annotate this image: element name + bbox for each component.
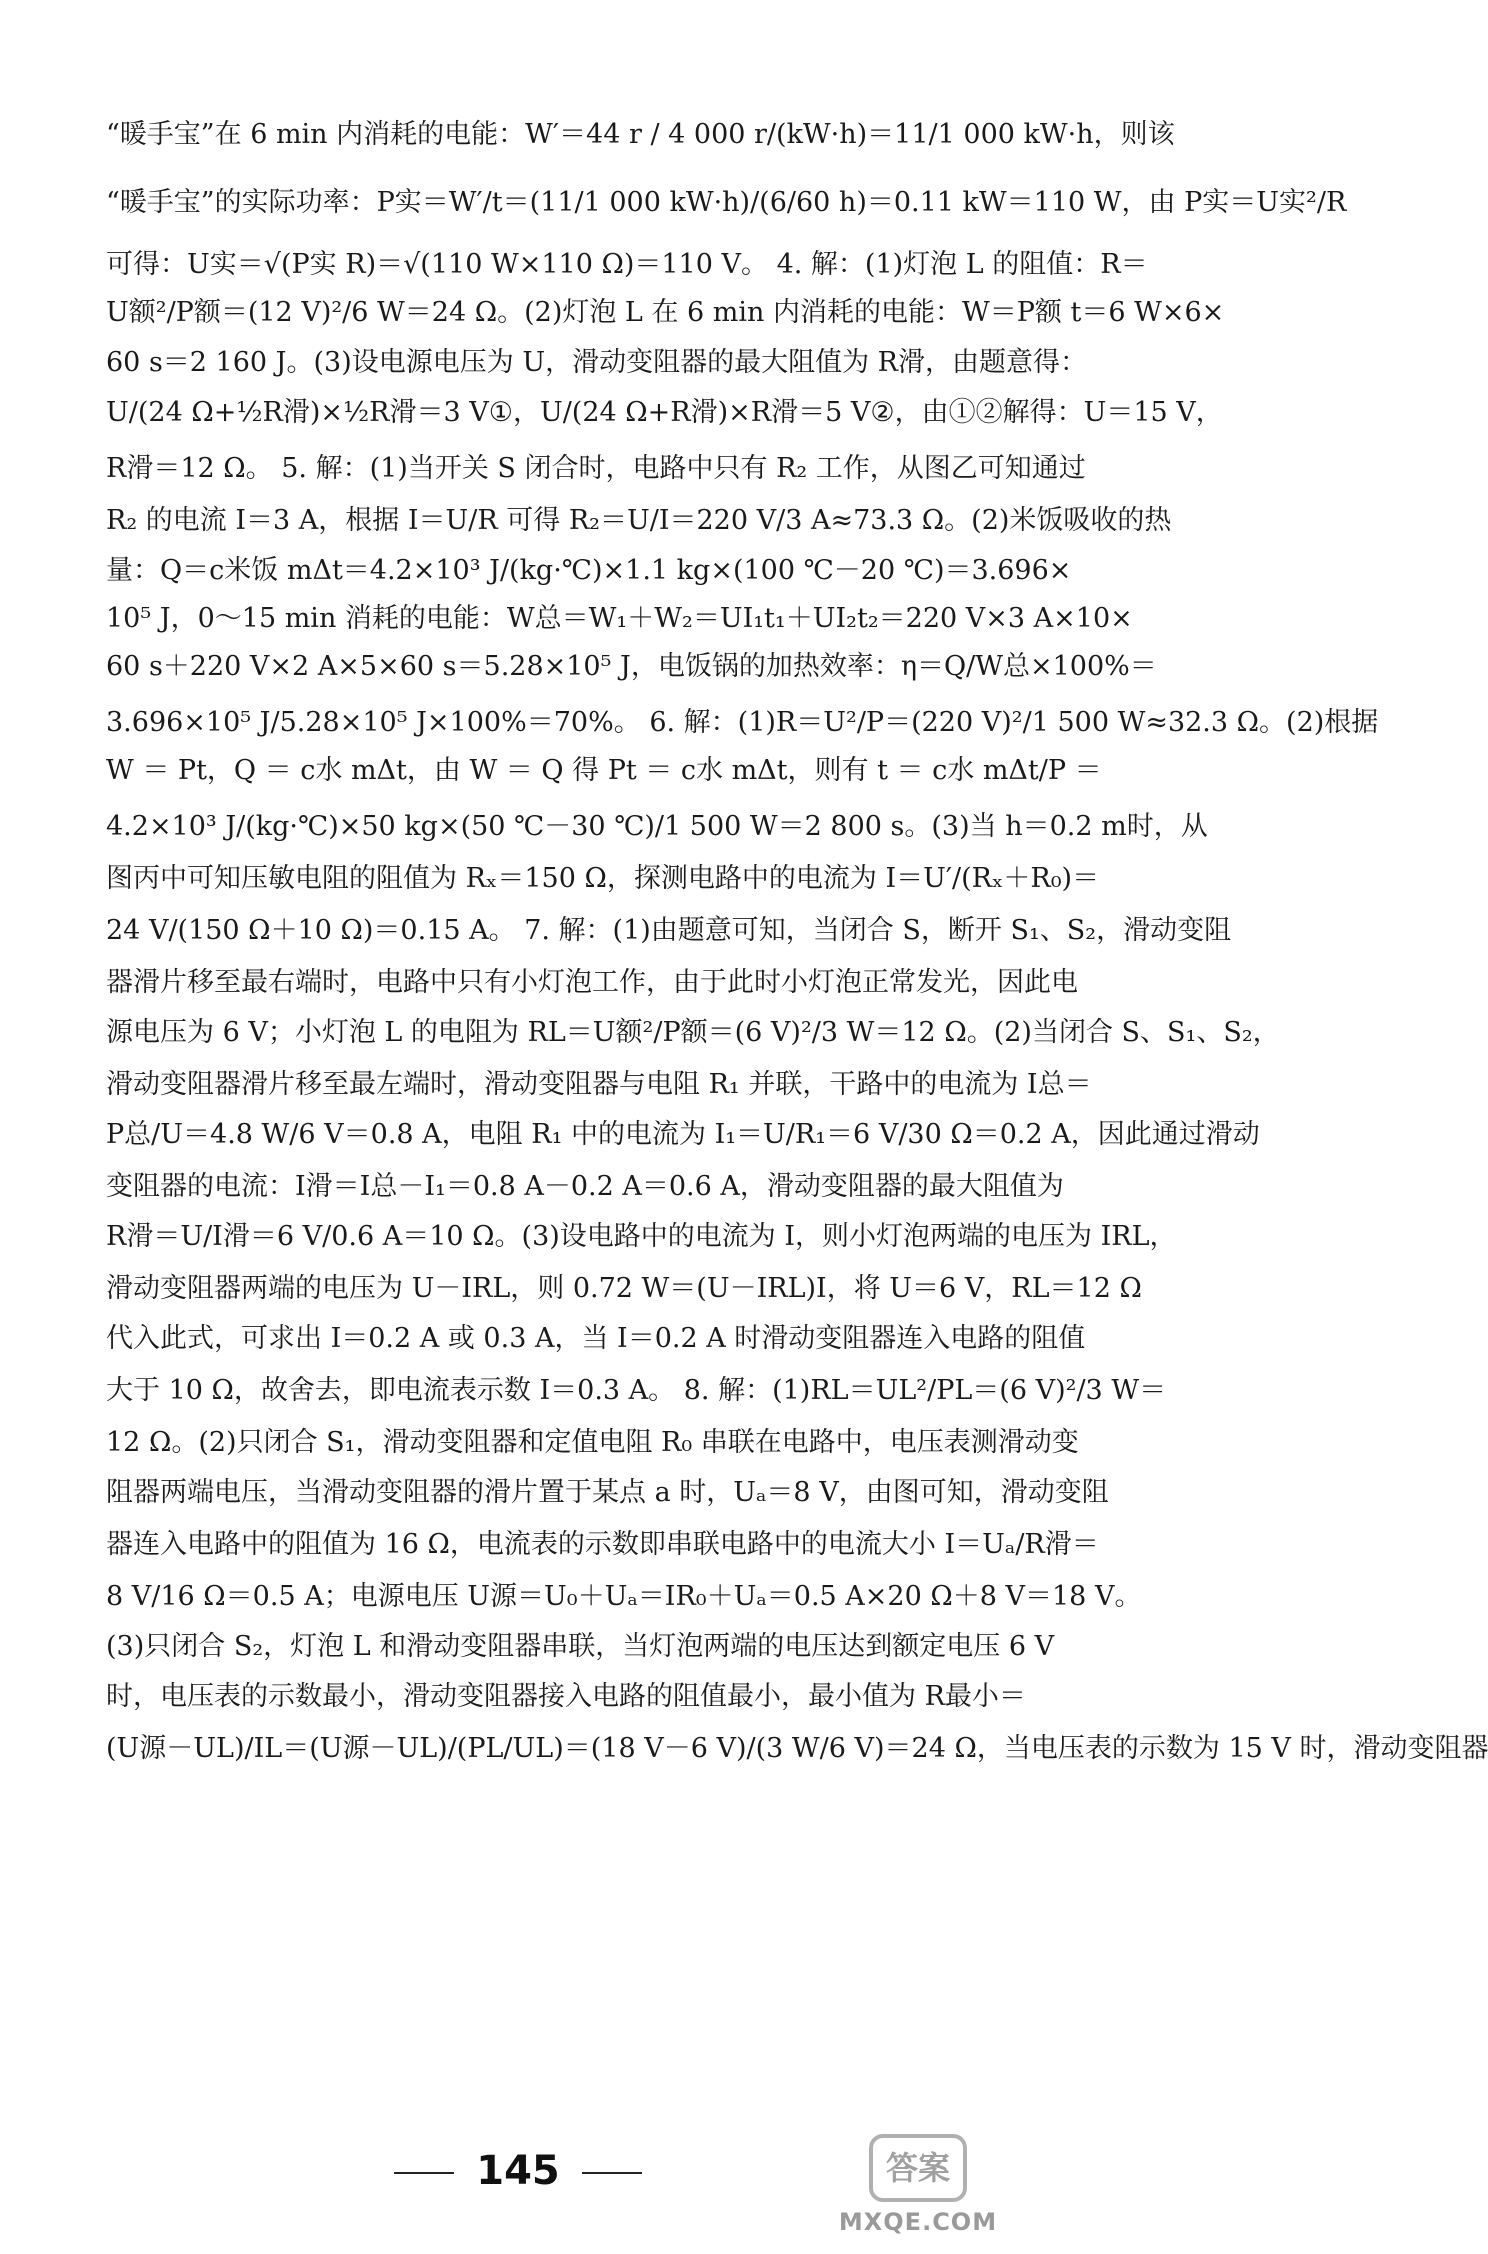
text-line: 变阻器的电流：I滑＝I总－I₁＝0.8 A－0.2 A＝0.6 A，滑动变阻器的最大阻值为 (106, 1171, 1064, 1202)
text-line: 大于 10 Ω，故舍去，即电流表示数 I＝0.3 A。 8. 解：(1)RL＝UL²/PL＝(6 V)²/3 W＝ (106, 1375, 1167, 1406)
text-line: P总/U＝4.8 W/6 V＝0.8 A，电阻 R₁ 中的电流为 I₁＝U/R₁＝6 V/30 Ω＝0.2 A，因此通过滑动 (106, 1119, 1260, 1150)
text-line: 滑动变阻器两端的电压为 U－IRL，则 0.72 W＝(U－IRL)I，将 U＝6 V，RL＝12 Ω (106, 1273, 1142, 1304)
text-line: “暖手宝”在 6 min 内消耗的电能：W′＝44 r / 4 000 r/(kW·h)＝11/1 000 kW·h，则该 (106, 119, 1175, 150)
text-line: W ＝ Pt，Q ＝ c水 mΔt，由 W ＝ Q 得 Pt ＝ c水 mΔt，则有 t ＝ c水 mΔt/P ＝ (106, 755, 1102, 786)
text-line: U/(24 Ω+½R滑)×½R滑＝3 V①，U/(24 Ω+R滑)×R滑＝5 V②，由①②解得：U＝15 V， (106, 397, 1223, 428)
watermark-logo-icon: 答案 (869, 2134, 967, 2202)
text-line: R滑＝U/I滑＝6 V/0.6 A＝10 Ω。(3)设电路中的电流为 I，则小灯泡两端的电压为 IRL， (106, 1221, 1177, 1252)
footer-dash-left (394, 2172, 454, 2174)
text-line: 源电压为 6 V；小灯泡 L 的电阻为 RL＝U额²/P额＝(6 V)²/3 W＝12 Ω。(2)当闭合 S、S₁、S₂， (106, 1017, 1280, 1048)
text-line: “暖手宝”的实际功率：P实＝W′/t＝(11/1 000 kW·h)/(6/60 h)＝0.11 kW＝110 W，由 P实＝U实²/R (106, 187, 1347, 218)
text-line: 器连入电路中的阻值为 16 Ω，电流表的示数即串联电路中的电流大小 I＝Uₐ/R滑＝ (106, 1529, 1099, 1560)
text-line: 24 V/(150 Ω＋10 Ω)＝0.15 A。 7. 解：(1)由题意可知，当闭合 S，断开 S₁、S₂，滑动变阻 (106, 915, 1232, 946)
text-line: (U源－UL)/IL＝(U源－UL)/(PL/UL)＝(18 V－6 V)/(3 W/6 V)＝24 Ω，当电压表的示数为 15 V 时，滑动变阻器 (106, 1733, 1488, 1764)
text-line: 滑动变阻器滑片移至最左端时，滑动变阻器与电阻 R₁ 并联，干路中的电流为 I总＝ (106, 1069, 1092, 1100)
text-line: U额²/P额＝(12 V)²/6 W＝24 Ω。(2)灯泡 L 在 6 min 内消耗的电能：W＝P额 t＝6 W×6× (106, 297, 1225, 328)
text-line: (3)只闭合 S₂，灯泡 L 和滑动变阻器串联，当灯泡两端的电压达到额定电压 6 V (106, 1631, 1055, 1662)
text-line: R滑＝12 Ω。 5. 解：(1)当开关 S 闭合时，电路中只有 R₂ 工作，从图乙可知通过 (106, 453, 1086, 484)
text-line: 3.696×10⁵ J/5.28×10⁵ J×100%＝70%。 6. 解：(1)R＝U²/P＝(220 V)²/1 500 W≈32.3 Ω。(2)根据 (106, 707, 1379, 738)
watermark-url: MXQE.COM (838, 2208, 998, 2236)
text-line: 时，电压表的示数最小，滑动变阻器接入电路的阻值最小，最小值为 R最小＝ (106, 1681, 1026, 1712)
text-line: 可得：U实＝√(P实 R)＝√(110 W×110 Ω)＝110 V。 4. 解：(1)灯泡 L 的阻值：R＝ (106, 249, 1148, 280)
text-line: 12 Ω。(2)只闭合 S₁，滑动变阻器和定值电阻 R₀ 串联在电路中，电压表测滑动变 (106, 1427, 1079, 1458)
text-line: 60 s＝2 160 J。(3)设电源电压为 U，滑动变阻器的最大阻值为 R滑，由题意得： (106, 347, 1087, 378)
text-line: 4.2×10³ J/(kg·℃)×50 kg×(50 ℃－30 ℃)/1 500 W＝2 800 s。(3)当 h＝0.2 m时，从 (106, 811, 1208, 842)
page-number: 145 (476, 2148, 560, 2194)
footer-dash-right (582, 2172, 642, 2174)
text-line: 60 s＋220 V×2 A×5×60 s＝5.28×10⁵ J，电饭锅的加热效率：η＝Q/W总×100%＝ (106, 651, 1157, 682)
text-line: 图丙中可知压敏电阻的阻值为 Rₓ＝150 Ω，探测电路中的电流为 I＝U′/(Rₓ＋R₀)＝ (106, 863, 1100, 894)
text-line: 阻器两端电压，当滑动变阻器的滑片置于某点 a 时，Uₐ＝8 V，由图可知，滑动变阻 (106, 1477, 1109, 1508)
text-line: 量：Q＝c米饭 mΔt＝4.2×10³ J/(kg·℃)×1.1 kg×(100 ℃－20 ℃)＝3.696× (106, 555, 1072, 586)
text-line: R₂ 的电流 I＝3 A，根据 I＝U/R 可得 R₂＝U/I＝220 V/3 A≈73.3 Ω。(2)米饭吸收的热 (106, 505, 1172, 536)
text-line: 代入此式，可求出 I＝0.2 A 或 0.3 A，当 I＝0.2 A 时滑动变阻器连入电路的阻值 (106, 1323, 1086, 1354)
text-line: 器滑片移至最右端时，电路中只有小灯泡工作，由于此时小灯泡正常发光，因此电 (106, 967, 1078, 998)
watermark (818, 2134, 1018, 2244)
text-line: 8 V/16 Ω＝0.5 A；电源电压 U源＝U₀＋Uₐ＝IR₀＋Uₐ＝0.5 A×20 Ω＋8 V＝18 V。 (106, 1581, 1142, 1612)
text-line: 10⁵ J，0～15 min 消耗的电能：W总＝W₁＋W₂＝UI₁t₁＋UI₂t₂＝220 V×3 A×10× (106, 603, 1133, 634)
